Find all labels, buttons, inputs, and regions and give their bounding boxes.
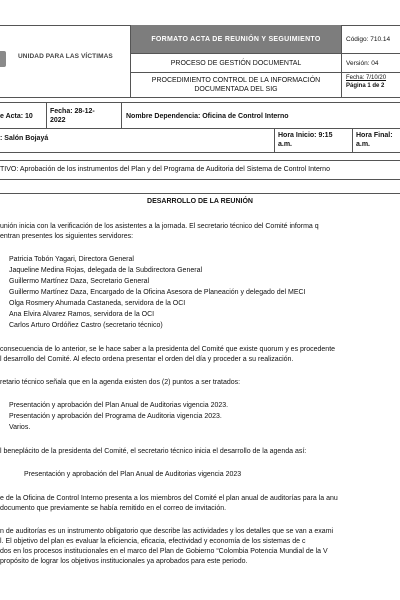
start-time-period: a.m. bbox=[278, 141, 293, 148]
intro-line-2: entran presentes los siguientes servidores: bbox=[0, 233, 134, 240]
meeting-objective: TIVO: Aprobación de los instrumentos del Plan y del Programa de Auditoria del Sistema de Control Interno bbox=[0, 166, 330, 173]
agenda-item-heading: Presentación y aprobación del Plan Anual de Auditorias vigencia 2023 bbox=[24, 471, 242, 478]
page-prefix: Página bbox=[346, 83, 368, 89]
dependency-name: Nombre Dependencia: Oficina de Control Interno bbox=[126, 113, 289, 120]
agenda-item: Presentación y aprobación del Programa de Auditoria vigencia 2023. bbox=[9, 413, 222, 420]
attendee-item: Guillermo Martínez Daza, Secretario General bbox=[9, 278, 150, 285]
process-name: PROCESO DE GESTIÓN DOCUMENTAL bbox=[170, 59, 302, 67]
attendee-item: Olga Rosmery Ahumada Castaneda, servidora de la OCI bbox=[9, 300, 186, 307]
agenda-intro: retario técnico señala que en la agenda existen dos (2) puntos a ser tratados: bbox=[0, 379, 241, 386]
meeting-place: : Salón Bojayá bbox=[0, 135, 49, 142]
page-total: 2 bbox=[381, 83, 385, 89]
info-mid-line bbox=[0, 128, 400, 129]
objective-bottom-line bbox=[0, 179, 400, 180]
org-name: UNIDAD PARA LAS VÍCTIMAS bbox=[18, 53, 113, 60]
info-divider bbox=[46, 102, 47, 128]
page-number: 1 bbox=[367, 83, 371, 89]
section-top-line bbox=[0, 193, 400, 194]
end-time-period: a.m. bbox=[356, 141, 371, 148]
document-date: Fecha: 7/10/20 bbox=[346, 75, 387, 81]
info-bottom-line bbox=[0, 152, 400, 153]
attendee-item: Ana Elvira Alvarez Ramos, servidora de la OCI bbox=[9, 311, 155, 318]
plan-description-line: l. El objetivo del plan es evaluar la eficiencia, eficacia, efectividad y economía de los sistemas de c bbox=[0, 538, 306, 545]
document-code: Código: 710.14 bbox=[346, 35, 391, 43]
agenda-item: Presentación y aprobación del Plan Anual de Auditorias vigencia 2023. bbox=[9, 402, 229, 409]
page-indicator bbox=[346, 82, 386, 90]
acta-number: e Acta: 10 bbox=[0, 113, 33, 120]
attendee-item: Carlos Arturo Ordóñez Castro (secretario técnico) bbox=[9, 322, 163, 329]
plan-description-line: dos en los procesos institucionales en el marco del Plan de Gobierno “Colombia Potencia Mundial de la V bbox=[0, 548, 328, 555]
start-time bbox=[278, 130, 352, 153]
end-time-label: Hora Final: bbox=[356, 132, 393, 139]
procedure-name: PROCEDIMIENTO CONTROL DE LA INFORMACIÓN DOCUMENTADA DEL SIG bbox=[151, 77, 321, 93]
end-time bbox=[356, 130, 400, 153]
info-divider bbox=[274, 128, 275, 152]
header-bottom-border bbox=[0, 97, 400, 98]
quorum-line-1: consecuencia de lo anterior, se le hace saber a la presidenta del Comité que existe quorum y es procedente bbox=[0, 346, 336, 353]
info-divider bbox=[352, 128, 353, 152]
presentation-line-2: documento que previamente se había remitido en el correo de invitación. bbox=[0, 505, 227, 512]
intro-line-1: unión inicia con la verificación de los asistentes a la jornada. El secretario técnico del Comité informa q bbox=[0, 223, 319, 230]
meeting-date-year: 2022 bbox=[50, 117, 66, 124]
document-header bbox=[0, 0, 400, 102]
agenda-item: Varios. bbox=[9, 424, 31, 431]
presentation-line-1: e de la Oficina de Control Interno presenta a los miembros del Comité el plan anual de auditorías para la anu bbox=[0, 495, 338, 502]
attendee-item: Patricia Tobón Yagari, Directora General bbox=[9, 256, 134, 263]
attendee-item: Guillermo Martínez Daza, Encargado de la Oficina Asesora de Planeación y delegado del MECI bbox=[9, 289, 306, 296]
plan-description-line: n de auditorías es un instrumento obligatorio que describe las actividades y los detalles que se van a exami bbox=[0, 528, 334, 535]
objective-top-line bbox=[0, 160, 400, 161]
page-of: de bbox=[370, 83, 382, 89]
info-top-line bbox=[0, 102, 400, 103]
document-date-page bbox=[346, 74, 386, 90]
start-time-value: Hora Inicio: 9:15 bbox=[278, 132, 333, 139]
quorum-line-2: l desarrollo del Comité. Al efecto ordena presentar el orden del día y proceder a su realización. bbox=[0, 356, 294, 363]
org-logo-icon bbox=[0, 51, 6, 67]
info-divider bbox=[121, 102, 122, 128]
logo-cell bbox=[0, 25, 131, 97]
meeting-date bbox=[50, 104, 120, 131]
plan-description-line: propósito de lograr los objetivos institucionales ya aprobados para este periodo. bbox=[0, 558, 248, 565]
form-title: FORMATO ACTA DE REUNIÓN Y SEGUIMIENTO bbox=[131, 25, 341, 53]
meeting-date-label: Fecha: 28-12- bbox=[50, 108, 95, 115]
document-version: Versión: 04 bbox=[346, 59, 379, 67]
agenda-start-text: l beneplácito de la presidenta del Comité, el secretario técnico inicia el desarrollo de la agenda así: bbox=[0, 448, 307, 455]
attendee-item: Jaqueline Medina Rojas, delegada de la Subdirectora General bbox=[9, 267, 203, 274]
section-title: DESARROLLO DE LA REUNIÓN bbox=[147, 198, 253, 205]
